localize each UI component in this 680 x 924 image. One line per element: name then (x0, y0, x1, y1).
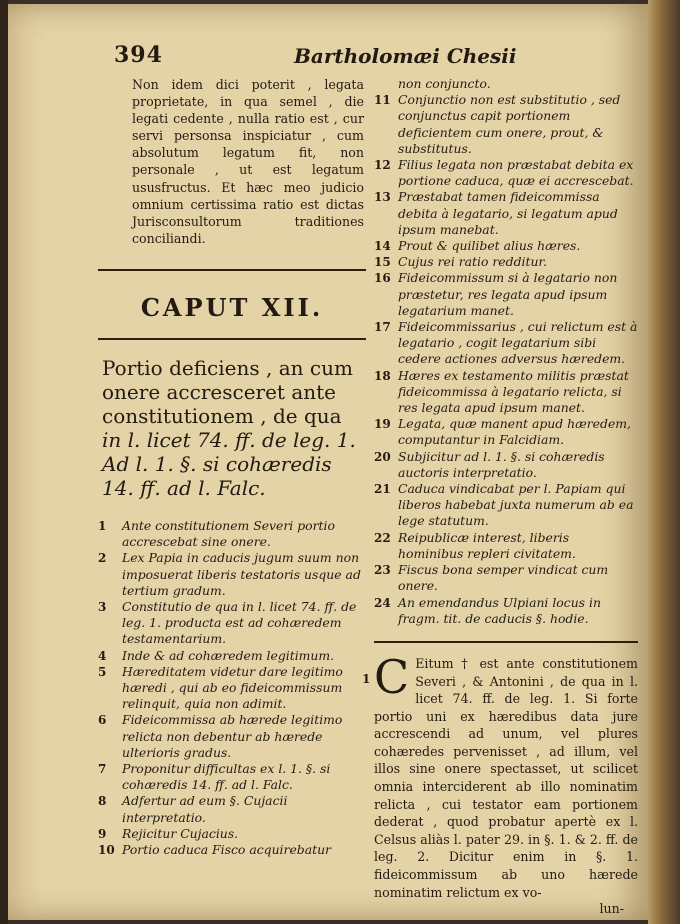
summary-text: Legata, quæ manent apud hæredem, computantur in Falcidiam. (398, 416, 631, 448)
chapter-heading-line1: Portio deficiens , an cum onere accresceret ante constitutionem , de qua (102, 355, 353, 428)
summary-number: 5 (98, 664, 107, 679)
page-number: 394 (114, 42, 163, 68)
summary-item (98, 712, 366, 761)
summary-item (374, 595, 638, 627)
summary-text: Constitutio de qua in l. licet 74. ff. de leg. 1. producta est ad cohæredem testamentarium. (122, 598, 357, 647)
summary-number: 12 (374, 158, 391, 173)
summary-text: Inde & ad cohæredem legitimum. (122, 647, 335, 663)
summary-number: 15 (374, 255, 391, 270)
summary-item (374, 449, 638, 481)
drop-cap: C (374, 649, 410, 704)
summary-item (374, 270, 638, 319)
summary-item (98, 648, 366, 664)
summary-item (374, 530, 638, 562)
summary-item (98, 793, 366, 825)
summary-text: Proponitur difficultas ex l. 1. §. si cohæredis 14. ff. ad l. Falc. (122, 760, 331, 793)
summary-text: Caduca vindicabat per l. Papiam qui liberos habebat juxta numerum ab ea lege statutum. (398, 481, 634, 529)
book-page (8, 4, 648, 920)
summary-number: 17 (374, 320, 391, 335)
chapter-heading (102, 356, 366, 500)
summary-text: Fideicommissarius , cui relictum est à legatario , cogit legatarium sibi cedere actiones adversus hæredem. (398, 319, 638, 367)
summary-text: Portio caduca Fisco acquirebatur (122, 842, 331, 857)
body-paragraph-number: 1 (362, 671, 371, 686)
summary-text: Filius legata non præstabat debita ex portione caduca, quæ ei accrescebat. (398, 157, 634, 189)
body-text: Eitum † est ante constitutionem Severi , & Antonini , de qua in l. licet 74. ff. de leg. 1. Si forte portio uni ex hæredibus data jure accrescendi ad unum, vel plures cohæredes pervenisset , ad illum, vel illos sine onere spectasset, ut scilicet omnia interciderent ab illo nominatim relicta , cui testator eam portionem dederat , quod probatur apertè ex l. Celsus aliàs l. pater 29. in §. 1. & 2. ff. de leg. 2. Dicitur enim in §. 1. fideicommissum ab uno hærede nominatim relictum ex vo- (374, 655, 638, 900)
summary-number: 19 (374, 417, 391, 432)
summary-item (374, 319, 638, 368)
summary-list-left (98, 518, 366, 858)
chapter-rule (98, 269, 366, 271)
summary-text: Fideicommissa ab hærede legitimo relicta non debentur ab hærede ulterioris gradus. (122, 712, 343, 760)
summary-number: 10 (98, 843, 115, 857)
summary-continuation (374, 76, 638, 92)
summary-item (374, 562, 638, 594)
summary-item (98, 550, 366, 599)
summary-text: Hæres ex testamento militis præstat fideicommissa à legatario relicta, si res legata apud ipsum manet. (398, 367, 629, 416)
summary-number: 7 (98, 761, 107, 776)
summary-item (98, 761, 366, 793)
summary-text: Lex Papia in caducis jugum suum non imposuerat liberis testatoris usque ad tertium gradum. (122, 550, 361, 598)
summary-number: 18 (374, 368, 391, 383)
summary-number: 9 (98, 826, 107, 841)
summary-text: Adfertur ad eum §. Cujacii interpretatio. (122, 793, 288, 825)
summary-item (98, 599, 366, 648)
summary-text: Conjunctio non est substitutio , sed conjunctus capit portionem deficientem cum onere, prout, & substitutus. (398, 92, 621, 156)
running-head: Bartholomæi Chesii (294, 44, 517, 68)
summary-item (374, 189, 638, 238)
summary-item (98, 826, 366, 842)
right-column (362, 76, 638, 917)
summary-text: Cujus rei ratio redditur. (398, 254, 547, 270)
summary-item (374, 481, 638, 530)
summary-text: An emendandus Ulpiani locus in fragm. tit. de caducis §. hodie. (398, 594, 601, 626)
summary-item (374, 254, 638, 270)
summary-number: 24 (374, 595, 391, 610)
summary-number: 22 (374, 530, 391, 545)
body-paragraph (362, 649, 638, 901)
left-column (98, 76, 366, 858)
intro-paragraph: Non idem dici poterit , legata proprietate, in qua semel , die legati cedente , nulla ratio est , cur servi personsa inspiciatur , cum absolutum legatum fit, non personale , ut est legatum ususfructus. Et hæc meo judicio omnium certissima ratio est dictas Jurisconsultorum traditiones conciliandi. (132, 77, 364, 246)
summary-number: 11 (374, 93, 391, 108)
body-rule (374, 641, 638, 643)
summary-item (98, 518, 366, 550)
summary-text: Hæreditatem videtur dare legitimo hæredi , qui ab eo fideicommissum relinquit, quia non adimit. (122, 663, 343, 712)
summary-text: Fiscus bona semper vindicat cum onere. (398, 562, 609, 594)
summary-number: 2 (98, 551, 107, 566)
summary-text: non conjuncto. (398, 76, 491, 91)
summary-number: 13 (374, 190, 391, 205)
summary-item (98, 664, 366, 713)
summary-item (98, 842, 366, 858)
chapter-heading-line2: in l. licet 74. ff. de leg. 1. Ad l. 1. §. si cohæredis 14. ff. ad l. Falc. (102, 427, 356, 500)
summary-item (374, 368, 638, 417)
summary-list-right (374, 92, 638, 627)
summary-item (374, 416, 638, 448)
summary-text: Præstabat tamen fideicommissa debita à legatario, si legatum apud ipsum manebat. (398, 189, 618, 237)
summary-item (374, 92, 638, 157)
summary-number: 14 (374, 239, 391, 254)
summary-number: 6 (98, 713, 107, 728)
summary-text: Rejicitur Cujacius. (122, 825, 239, 841)
summary-text: Prout & quilibet alius hæres. (398, 238, 581, 254)
summary-number: 23 (374, 563, 391, 578)
book-spine (0, 0, 8, 924)
chapter-title-rule (98, 338, 366, 340)
summary-number: 8 (98, 794, 107, 809)
summary-number: 4 (98, 648, 107, 663)
summary-item (374, 238, 638, 254)
summary-text: Reipublicæ interest, liberis hominibus repleri civitatem. (398, 529, 576, 561)
summary-number: 20 (374, 449, 391, 464)
summary-text: Fideicommissum si à legatario non præstetur, res legata apud ipsum legatarium manet. (398, 270, 618, 318)
summary-item (374, 157, 638, 189)
summary-number: 21 (374, 482, 391, 497)
page-header (114, 42, 634, 72)
page-edge (648, 0, 680, 924)
summary-number: 1 (98, 518, 107, 533)
summary-number: 3 (98, 599, 107, 614)
summary-number: 16 (374, 271, 391, 286)
summary-text: Subjicitur ad l. 1. §. si cohæredis auctoris interpretatio. (398, 448, 605, 480)
catchword: lun- (599, 901, 624, 917)
chapter-title: CAPUT XII. (140, 292, 324, 322)
summary-text: Ante constitutionem Severi portio accrescebat sine onere. (122, 517, 335, 550)
